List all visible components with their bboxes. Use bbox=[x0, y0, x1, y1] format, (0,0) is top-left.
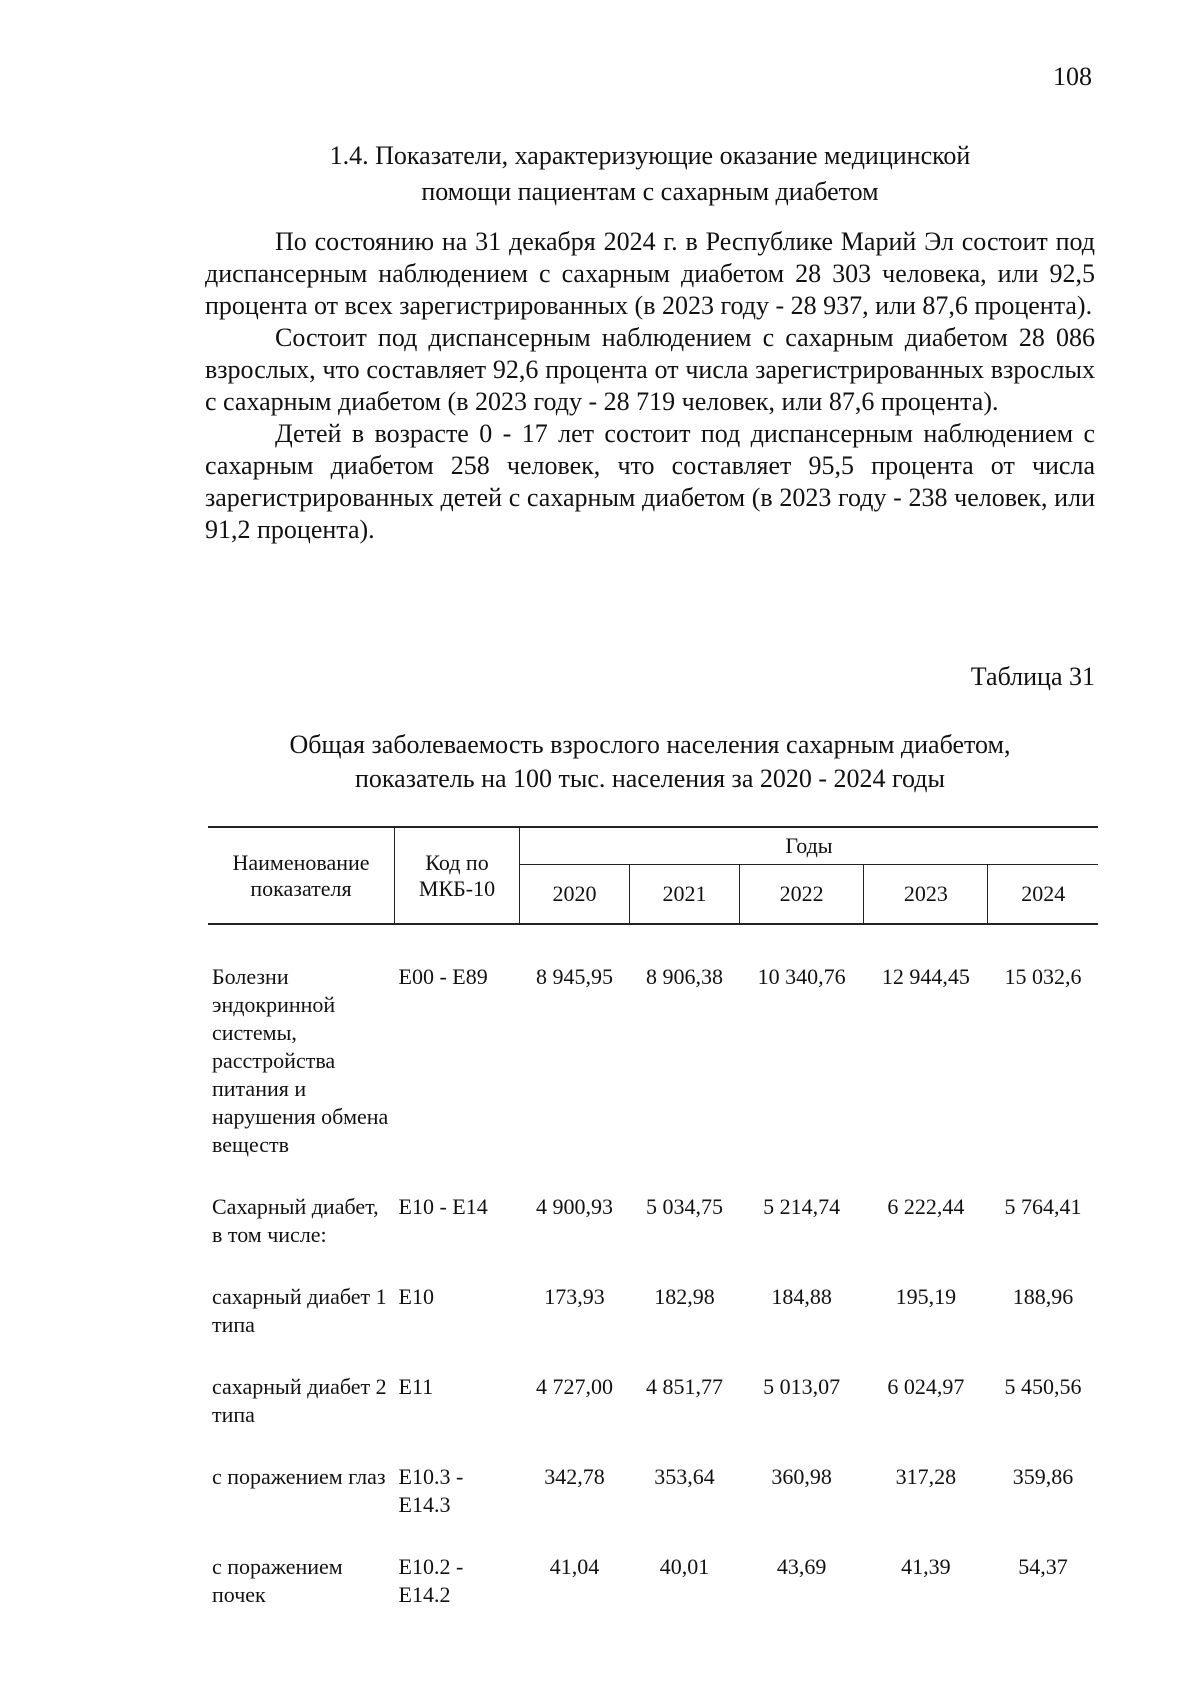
row-value: 5 764,41 bbox=[1004, 1194, 1082, 1219]
body-text bbox=[205, 226, 1095, 546]
table-title-line2: показатель на 100 тыс. населения за 2020 - 2024 годы bbox=[355, 764, 945, 793]
table-title bbox=[200, 728, 1100, 796]
paragraph-2: Состоит под диспансерным наблюдением с сахарным диабетом 28 086 взрослых, что составляет 92,6 процента от числа зарегистрированных взрослых с сахарным диабетом (в 2023 году - 28 719 человек, или 87,6 процента). bbox=[205, 323, 1095, 416]
row-value: 15 032,6 bbox=[1004, 964, 1082, 989]
header-code: Код по МКБ-10 bbox=[395, 827, 520, 924]
row-name: сахарный диабет 2 типа bbox=[212, 1374, 387, 1427]
row-value: 8 945,95 bbox=[536, 964, 613, 989]
row-value: 54,37 bbox=[1018, 1554, 1068, 1579]
row-value: 12 944,45 bbox=[881, 964, 970, 989]
row-value: 40,01 bbox=[659, 1554, 710, 1579]
row-value: 182,98 bbox=[654, 1284, 715, 1309]
row-value: 317,28 bbox=[895, 1464, 957, 1489]
row-code: E10 - E14 bbox=[398, 1194, 488, 1219]
row-name: с поражением глаз bbox=[212, 1464, 386, 1489]
table-title-line1: Общая заболеваемость взрослого населения сахарным диабетом, bbox=[289, 730, 1011, 759]
row-value: 10 340,76 bbox=[757, 964, 846, 989]
row-value: 173,93 bbox=[544, 1284, 605, 1309]
section-title-line2: помощи пациентам с сахарным диабетом bbox=[421, 177, 879, 206]
row-value: 41,39 bbox=[901, 1554, 951, 1579]
row-value: 4 727,00 bbox=[536, 1374, 613, 1399]
header-year-2022: 2022 bbox=[740, 865, 864, 925]
table-row bbox=[208, 1463, 1098, 1519]
row-code: E11 bbox=[398, 1374, 434, 1399]
row-value: 41,04 bbox=[549, 1554, 600, 1579]
row-value: 359,86 bbox=[1012, 1464, 1074, 1489]
row-value: 6 024,97 bbox=[887, 1374, 965, 1399]
row-value: 6 222,44 bbox=[887, 1194, 965, 1219]
header-years-group: Годы bbox=[520, 827, 1099, 865]
row-value: 5 034,75 bbox=[646, 1194, 723, 1219]
header-year-2020: 2020 bbox=[520, 865, 630, 925]
row-value: 4 851,77 bbox=[646, 1374, 723, 1399]
row-name: сахарный диабет 1 типа bbox=[212, 1284, 387, 1337]
row-value: 353,64 bbox=[654, 1464, 715, 1489]
row-value: 188,96 bbox=[1012, 1284, 1074, 1309]
morbidity-table bbox=[208, 826, 1098, 1609]
section-title-line1: 1.4. Показатели, характеризующие оказание медицинской bbox=[329, 141, 971, 170]
row-name: Сахарный диабет, в том числе: bbox=[212, 1194, 379, 1247]
header-year-2023: 2023 bbox=[864, 865, 988, 925]
table-row bbox=[208, 1193, 1098, 1249]
section-title bbox=[210, 138, 1090, 210]
row-value: 5 214,74 bbox=[763, 1194, 841, 1219]
row-value: 4 900,93 bbox=[536, 1194, 613, 1219]
row-name: с поражением почек bbox=[212, 1554, 343, 1607]
row-value: 360,98 bbox=[771, 1464, 832, 1489]
header-name: Наименование показателя bbox=[208, 827, 395, 924]
header-year-2021: 2021 bbox=[630, 865, 740, 925]
table-row bbox=[208, 1283, 1098, 1339]
row-code: E10 bbox=[398, 1284, 434, 1309]
paragraph-1: По состоянию на 31 декабря 2024 г. в Республике Марий Эл состоит под диспансерным наблюдением с сахарным диабетом 28 303 человека, или 92,5 процента от всех зарегистрированных (в 2023 году - 28 937, или 87,6 процента). bbox=[205, 227, 1095, 320]
paragraph-3: Детей в возрасте 0 - 17 лет состоит под диспансерным наблюдением с сахарным диабетом 258 человек, что составляет 95,5 процента от числа зарегистрированных детей с сахарным диабетом (в 2023 году - 238 человек, или 91,2 процента). bbox=[205, 419, 1095, 544]
table-row bbox=[208, 963, 1098, 1159]
row-name: Болезни эндокринной системы, расстройства питания и нарушения обмена веществ bbox=[212, 964, 389, 1157]
table-label: Таблица 31 bbox=[970, 662, 1095, 691]
row-code: E10.3 - E14.3 bbox=[398, 1464, 464, 1517]
row-code: E00 - E89 bbox=[398, 964, 488, 989]
page-number: 108 bbox=[1053, 62, 1092, 91]
row-value: 342,78 bbox=[544, 1464, 605, 1489]
row-value: 8 906,38 bbox=[646, 964, 723, 989]
row-value: 184,88 bbox=[771, 1284, 832, 1309]
header-year-2024: 2024 bbox=[988, 865, 1098, 925]
row-code: E10.2 - E14.2 bbox=[398, 1554, 464, 1607]
row-value: 5 450,56 bbox=[1004, 1374, 1082, 1399]
table-row bbox=[208, 1373, 1098, 1429]
row-value: 5 013,07 bbox=[763, 1374, 841, 1399]
row-value: 43,69 bbox=[776, 1554, 827, 1579]
row-value: 195,19 bbox=[895, 1284, 957, 1309]
table-row bbox=[208, 1553, 1098, 1609]
